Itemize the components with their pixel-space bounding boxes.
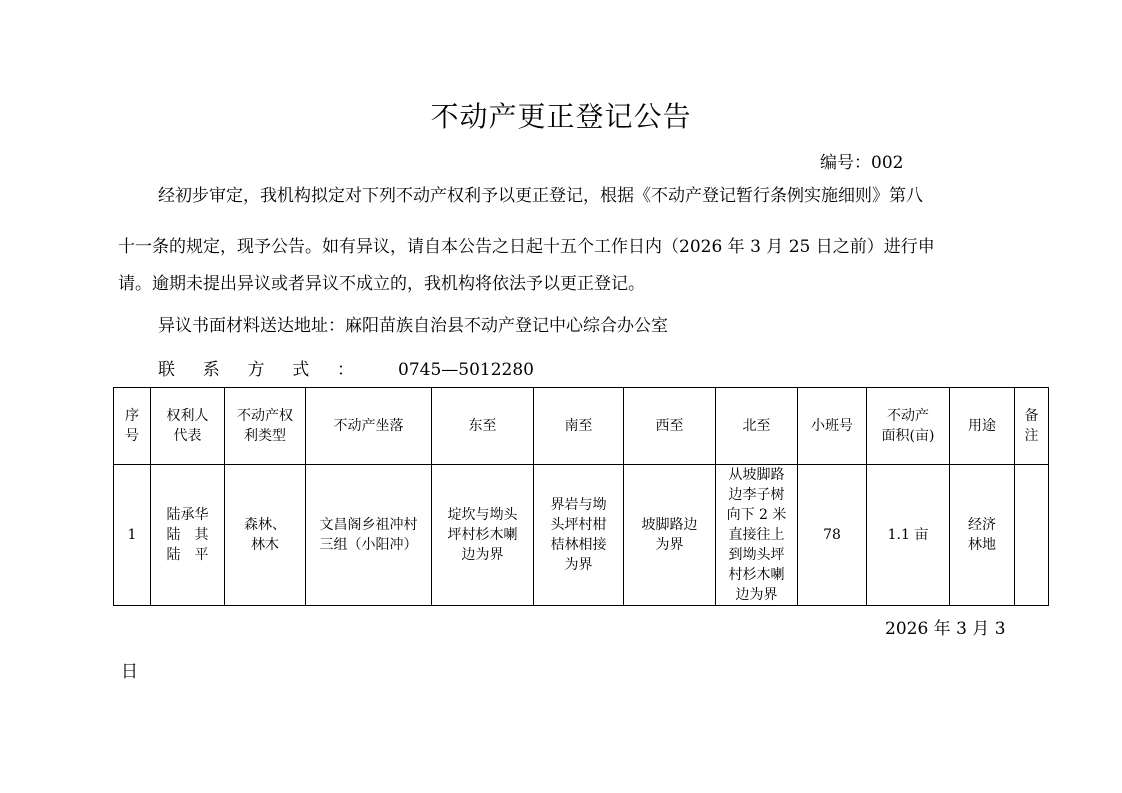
header-usage: 用途 bbox=[950, 388, 1015, 465]
header-owner: 权利人 代表 bbox=[151, 388, 225, 465]
objection-address: 异议书面材料送达地址：麻阳苗族自治县不动产登记中心综合办公室 bbox=[158, 316, 668, 336]
cell-south: 界岩与坳 头坪村柑 桔林相接 为界 bbox=[534, 465, 624, 606]
table-header-row bbox=[114, 388, 1049, 465]
contact-label: 联系方式： bbox=[158, 360, 354, 380]
notice-date: 2026 年 3 月 3 bbox=[885, 619, 1006, 639]
body-line-1: 经初步审定，我机构拟定对下列不动产权利予以更正登记，根据《不动产登记暂行条例实施细则》第八 bbox=[158, 186, 923, 206]
header-plot-number: 小班号 bbox=[798, 388, 867, 465]
header-east: 东至 bbox=[432, 388, 534, 465]
contact-info bbox=[158, 355, 534, 380]
header-south: 南至 bbox=[534, 388, 624, 465]
cell-plot-number: 78 bbox=[798, 465, 867, 606]
header-index: 序 号 bbox=[114, 388, 151, 465]
contact-phone: 0745—5012280 bbox=[398, 360, 534, 380]
cell-west: 坡脚路边 为界 bbox=[624, 465, 716, 606]
cell-location: 文昌阁乡祖冲村 三组（小阳冲） bbox=[306, 465, 432, 606]
header-area: 不动产 面积(亩) bbox=[867, 388, 950, 465]
header-location: 不动产坐落 bbox=[306, 388, 432, 465]
document-number: 编号：002 bbox=[820, 153, 904, 173]
registration-table bbox=[113, 387, 1049, 606]
cell-index: 1 bbox=[114, 465, 151, 606]
cell-owner: 陆承华 陆 其 陆 平 bbox=[151, 465, 225, 606]
body-line-3: 请。逾期未提出异议或者异议不成立的，我机构将依法予以更正登记。 bbox=[118, 274, 645, 294]
cell-right-type: 森林、 林木 bbox=[225, 465, 306, 606]
notice-title: 不动产更正登记公告 bbox=[430, 100, 692, 133]
header-remarks: 备 注 bbox=[1015, 388, 1049, 465]
header-north: 北至 bbox=[716, 388, 798, 465]
notice-date-day: 日 bbox=[121, 662, 138, 682]
body-line-2: 十一条的规定，现予公告。如有异议，请自本公告之日起十五个工作日内（2026 年 3 月 25 日之前）进行申 bbox=[118, 237, 935, 257]
cell-usage: 经济 林地 bbox=[950, 465, 1015, 606]
cell-east: 埞坎与坳头 坪村杉木喇 边为界 bbox=[432, 465, 534, 606]
cell-remarks bbox=[1015, 465, 1049, 606]
cell-area: 1.1 亩 bbox=[867, 465, 950, 606]
header-right-type: 不动产权 利类型 bbox=[225, 388, 306, 465]
header-west: 西至 bbox=[624, 388, 716, 465]
table-row bbox=[114, 465, 1049, 606]
cell-north: 从坡脚路 边李子树 向下 2 米 直接往上 到坳头坪 村杉木喇 边为界 bbox=[716, 465, 798, 606]
